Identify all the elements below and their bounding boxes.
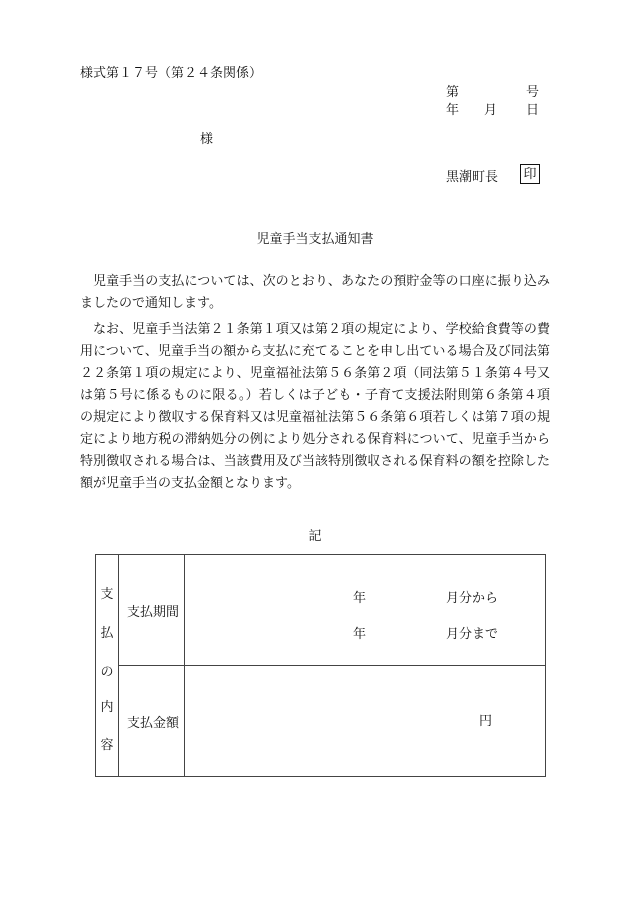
issuer-name: 黒潮町長	[446, 170, 499, 185]
payment-amount-label: 支払金額	[119, 666, 185, 777]
period-to-month: 月分まで	[446, 627, 499, 642]
payment-amount-field	[185, 666, 546, 777]
payment-period-label: 支払期間	[119, 555, 185, 666]
vertical-char: 払	[100, 626, 114, 641]
period-to-year: 年	[353, 627, 367, 642]
body-paragraph-2: なお、児童手当法第２１条第１項又は第２項の規定により、学校給食費等の費用について、児童手当の額から支払に充てることを申し出ている場合及び同法第２２条第１項の規定により、児童福祉法第５６条第２項（同法第５１条第４号又は第５号に係るものに限る。）若しくは子ども・子育て支援法附則第６条第４項の規定により徴収する保育料又は児童福祉法第５６条第６項若しくは第７項の規定により地方税の滞納処分の例により処分される保育料について、児童手当から特別徴収される場合は、当該費用及び当該特別徴収される保育料の額を控除した額が児童手当の支払金額となります。	[80, 322, 550, 491]
date-day-label: 日	[526, 103, 540, 118]
seal-stamp: 印	[520, 164, 540, 184]
payment-details-table	[95, 554, 546, 777]
payment-content-vertical-label	[96, 555, 119, 777]
payment-period-field	[185, 555, 546, 666]
document-number-suffix: 号	[526, 85, 540, 100]
date-month-label: 月	[484, 103, 498, 118]
body-paragraph-1: 児童手当の支払については、次のとおり、あなたの預貯金等の口座に振り込みましたので通知します。	[80, 274, 550, 311]
form-number: 様式第１７号（第２４条関係）	[80, 66, 263, 81]
vertical-char: の	[100, 665, 114, 680]
vertical-char: 支	[100, 587, 114, 602]
period-from-month: 月分から	[446, 591, 499, 606]
vertical-char: 内	[100, 700, 114, 715]
vertical-char: 容	[100, 738, 114, 753]
period-from-year: 年	[353, 591, 367, 606]
addressee-suffix: 様	[200, 132, 214, 147]
document-title: 児童手当支払通知書	[256, 232, 374, 247]
document-number-prefix: 第	[446, 85, 460, 100]
amount-unit: 円	[479, 714, 493, 729]
ki-heading: 記	[308, 529, 322, 544]
date-year-label: 年	[446, 103, 460, 118]
